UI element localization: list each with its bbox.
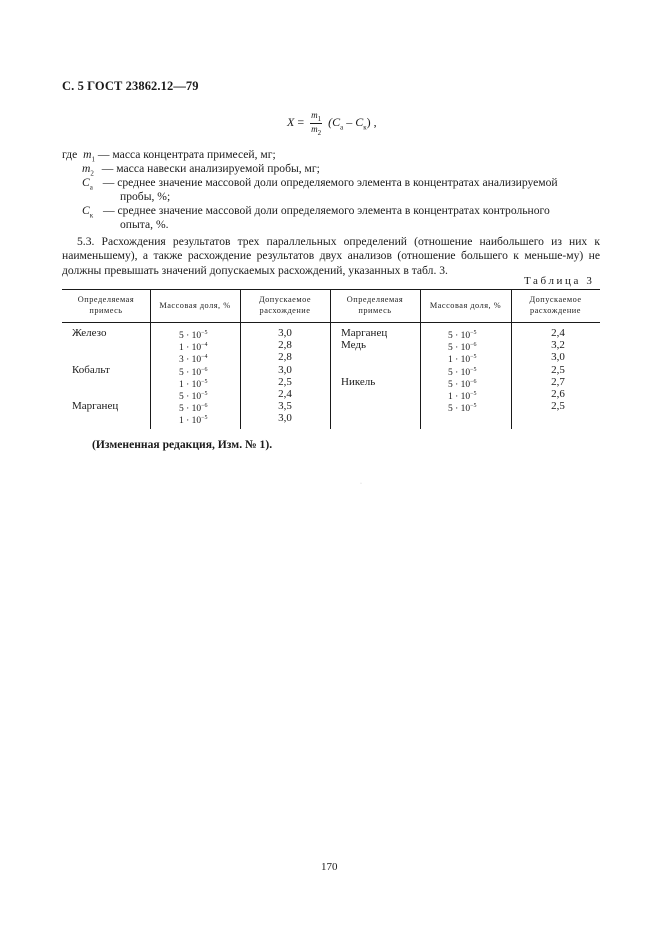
table-cell-tolerance-right: 2,7	[551, 375, 565, 388]
where-text-m2: — масса навески анализируемой пробы, мг;	[101, 162, 320, 175]
where-item-ck: $C_к$ — среднее значение массовой доли определяемого элемента в концентратах контрольного	[82, 204, 550, 220]
table-cell-fraction-right: $1 \cdot 10^{-5}$	[448, 391, 477, 403]
table-header-tolerance-right: Допускаемое расхождение	[529, 295, 582, 315]
table-cell-fraction-right: $5 \cdot 10^{-5}$	[448, 330, 477, 342]
amendment-note: (Измененная редакция, Изм. № 1).	[92, 438, 273, 451]
table-cell-tolerance-left: 3,5	[278, 400, 292, 413]
table-header-impurity-right: Определяемая примесь	[346, 295, 404, 315]
formula	[287, 110, 377, 137]
where-item-ca: $C_а$ — среднее значение массовой доли определяемого элемента в концентратах анализируемой	[82, 176, 558, 192]
table-cell-tolerance-right: 2,6	[551, 388, 565, 400]
table-cell-tolerance-right: 2,5	[551, 363, 565, 376]
table-header-impurity-left: Определяемая примесь	[77, 295, 135, 315]
table-cell-fraction-left: $1 \cdot 10^{-4}$	[179, 342, 208, 354]
formula-numerator: $m_1$	[311, 110, 322, 123]
table-header-tolerance-left: Допускаемое расхождение	[258, 295, 312, 315]
table-cell-fraction-left: $1 \cdot 10^{-5}$	[179, 415, 208, 427]
table-cell-tolerance-right: 2,5	[551, 400, 565, 413]
formula-rest: $(C_а - C_к)$ ,	[328, 115, 377, 132]
where-text-m1: — масса концентрата примесей, мг;	[97, 148, 276, 161]
where-text-ca: — среднее значение массовой доли определяемого элемента в концентратах анализируемой	[102, 176, 558, 189]
where-item-ca-cont: пробы, %;	[120, 190, 171, 203]
table-cell-element-right: Марганец	[341, 327, 388, 339]
table-cell-tolerance-left: 2,8	[278, 339, 292, 352]
table-cell-tolerance-left: 3,0	[278, 363, 292, 376]
table-header-fraction-right: Массовая доля, %	[429, 301, 502, 310]
table-cell-fraction-left: $5 \cdot 10^{-6}$	[179, 366, 208, 378]
table-cell-tolerance-left: 2,8	[278, 351, 292, 364]
where-lead: где	[62, 148, 78, 161]
formula-eq: =	[297, 115, 305, 130]
paragraph-5-3: 5.3. Расхождения результатов трех параллельных определений (отношение наибольшего из них к наименьшему), а также расхождение результатов двух анализов (отношение большего к меньше-му) не должны превышать значений допускаемых расхождений, указанных в табл. 3.	[62, 235, 600, 277]
table-cell-fraction-right: $5 \cdot 10^{-5}$	[448, 366, 477, 378]
table-cell-fraction-left: $5 \cdot 10^{-5}$	[179, 391, 208, 403]
table-cell-tolerance-right: 3,0	[551, 351, 565, 364]
where-item-m1: где $m_1$ — масса концентрата примесей, мг;	[62, 148, 276, 164]
table-top-rule	[62, 289, 600, 290]
table-cell-tolerance-right: 2,4	[551, 327, 565, 339]
table-cell-fraction-right: $5 \cdot 10^{-6}$	[448, 342, 477, 354]
table-cell-element-left: Кобальт	[72, 363, 110, 376]
table-cell-tolerance-left: 2,4	[278, 388, 292, 400]
formula-lhs: X	[287, 115, 295, 130]
table-header-rule	[62, 322, 600, 323]
table-header-fraction-left: Массовая доля, %	[159, 301, 231, 310]
table-cell-fraction-right: $1 \cdot 10^{-5}$	[448, 354, 477, 366]
table-cell-fraction-left: $5 \cdot 10^{-6}$	[179, 403, 208, 415]
table-cell-fraction-right: $5 \cdot 10^{-6}$	[448, 378, 477, 390]
formula-denominator: $m_2$	[311, 123, 322, 137]
where-item-m2: $m_2$ — масса навески анализируемой пробы, мг;	[82, 162, 320, 178]
table-cell-tolerance-right: 3,2	[551, 339, 565, 352]
table-cell-fraction-left: $3 \cdot 10^{-4}$	[179, 354, 208, 366]
page-number: 170	[321, 861, 338, 873]
formula-fraction	[310, 110, 322, 137]
table-cell-fraction-right: $5 \cdot 10^{-5}$	[448, 403, 477, 415]
table-cell-tolerance-left: 3,0	[278, 327, 292, 339]
table-cell-element-left: Железо	[72, 327, 107, 339]
table-cell-fraction-left: $1 \cdot 10^{-5}$	[179, 378, 208, 390]
where-item-ck-cont: опыта, %.	[120, 218, 169, 231]
table-title: Таблица 3	[524, 275, 595, 287]
table-cell-element-right: Никель	[341, 375, 376, 388]
scan-dot: ·	[360, 481, 362, 487]
table-cell-element-right: Медь	[341, 339, 366, 352]
table-cell-tolerance-left: 3,0	[278, 412, 292, 425]
table-cell-element-left: Марганец	[72, 400, 119, 413]
table-cell-tolerance-left: 2,5	[278, 375, 292, 388]
table-cell-fraction-left: $5 \cdot 10^{-5}$	[179, 330, 208, 342]
page-header: С. 5 ГОСТ 23862.12—79	[62, 79, 199, 93]
where-text-ck: — среднее значение массовой доли определяемого элемента в концентратах контрольного	[103, 204, 550, 217]
